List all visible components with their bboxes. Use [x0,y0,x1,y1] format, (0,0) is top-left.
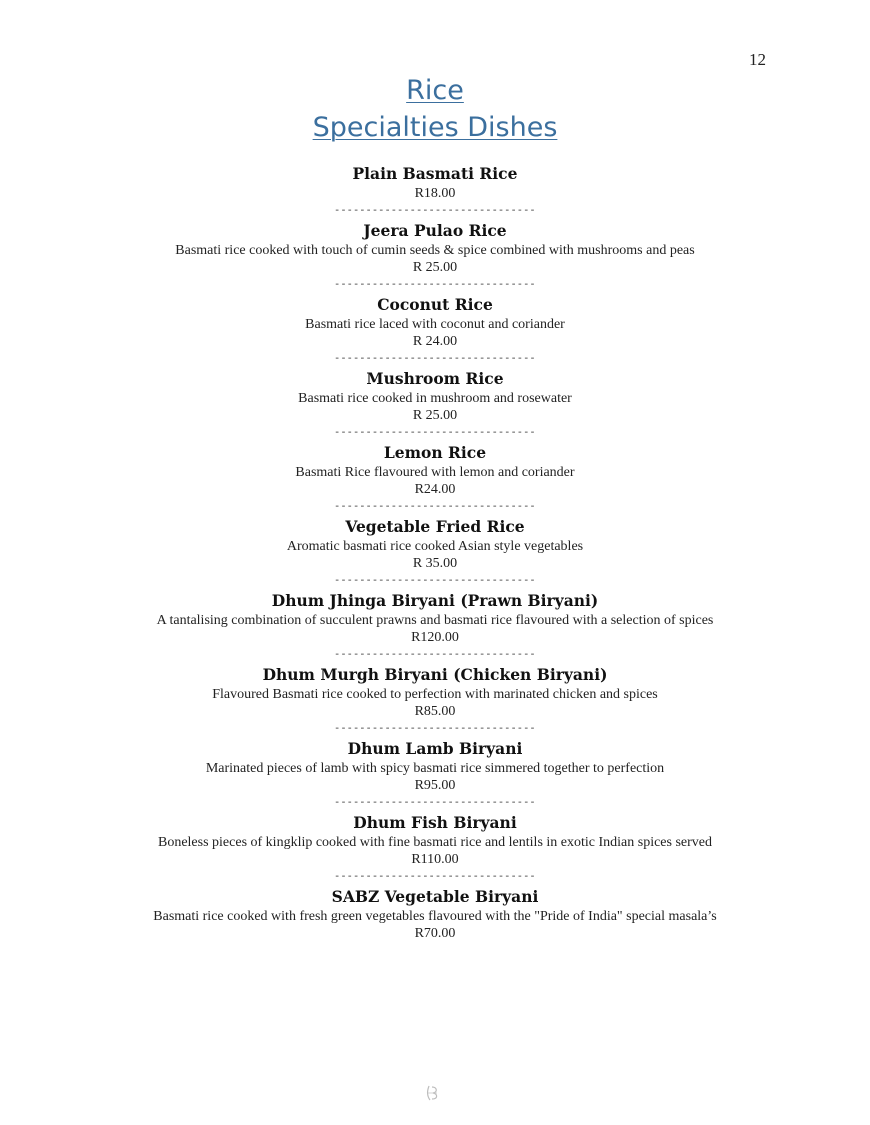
menu-item-description: Flavoured Basmati rice cooked to perfection with marinated chicken and spices [212,687,658,702]
menu-separator: -------------------------------- [334,724,536,735]
menu-item-description: Basmati rice cooked in mushroom and rosewater [298,391,572,406]
menu-item-price: R120.00 [411,630,459,645]
title-text-rice: Rice [406,75,464,106]
menu-item [0,368,870,442]
menu-item-name: Jeera Pulao Rice [363,221,507,240]
menu-item-description: A tantalising combination of succulent prawns and basmati rice flavoured with a selection of spices [156,613,714,628]
menu-item-name: Plain Basmati Rice [352,164,518,183]
menu-separator: -------------------------------- [334,428,536,439]
page-title [0,72,870,146]
menu-item [0,886,870,943]
menu-item-description: Marinated pieces of lamb with spicy basmati rice simmered together to perfection [205,761,665,776]
logo-mark-icon [423,1083,443,1103]
menu-item-price: R95.00 [414,778,456,793]
menu-list [0,163,870,943]
menu-separator: -------------------------------- [334,798,536,809]
menu-item-description: Basmati rice cooked with fresh green vegetables flavoured with the "Pride of India" special masala’s [153,909,717,924]
menu-item [0,738,870,812]
menu-item-price: R70.00 [414,926,456,941]
menu-item [0,163,870,220]
menu-item [0,812,870,886]
menu-item-price: R 25.00 [412,260,458,275]
menu-item [0,516,870,590]
menu-item-price: R18.00 [414,186,456,201]
title-line-specialties [0,109,870,146]
title-text-specialties: Specialties Dishes [312,112,558,143]
menu-item [0,294,870,368]
menu-item-price: R24.00 [414,482,456,497]
menu-separator: -------------------------------- [334,280,536,291]
menu-item-name: Dhum Murgh Biryani (Chicken Biryani) [262,665,608,684]
menu-item-description: Basmati Rice flavoured with lemon and coriander [295,465,575,480]
menu-item-name: Lemon Rice [383,443,487,462]
menu-item [0,220,870,294]
menu-item-name: Dhum Jhinga Biryani (Prawn Biryani) [271,591,599,610]
menu-item-name: SABZ Vegetable Biryani [331,887,539,906]
menu-separator: -------------------------------- [334,206,536,217]
title-line-rice [0,72,870,109]
menu-item-price: R110.00 [411,852,459,867]
menu-item-name: Vegetable Fried Rice [345,517,525,536]
menu-item [0,590,870,664]
menu-separator: -------------------------------- [334,650,536,661]
menu-separator: -------------------------------- [334,502,536,513]
menu-item-description: Aromatic basmati rice cooked Asian style vegetables [286,539,584,554]
menu-item-description: Basmati rice laced with coconut and coriander [305,317,565,332]
menu-separator: -------------------------------- [334,576,536,587]
menu-item-price: R 25.00 [412,408,458,423]
menu-item-name: Mushroom Rice [366,369,504,388]
menu-item-description: Boneless pieces of kingklip cooked with fine basmati rice and lentils in exotic Indian spices served [157,835,713,850]
menu-item-price: R 24.00 [412,334,458,349]
page-number: 12 [749,50,766,69]
menu-item-price: R 35.00 [412,556,458,571]
menu-item [0,442,870,516]
menu-separator: -------------------------------- [334,872,536,883]
menu-item [0,664,870,738]
menu-item-name: Dhum Lamb Biryani [347,739,523,758]
menu-item-description: Basmati rice cooked with touch of cumin seeds & spice combined with mushrooms and peas [175,243,695,258]
menu-item-name: Dhum Fish Biryani [353,813,517,832]
menu-item-price: R85.00 [414,704,456,719]
menu-item-name: Coconut Rice [377,295,493,314]
menu-separator: -------------------------------- [334,354,536,365]
